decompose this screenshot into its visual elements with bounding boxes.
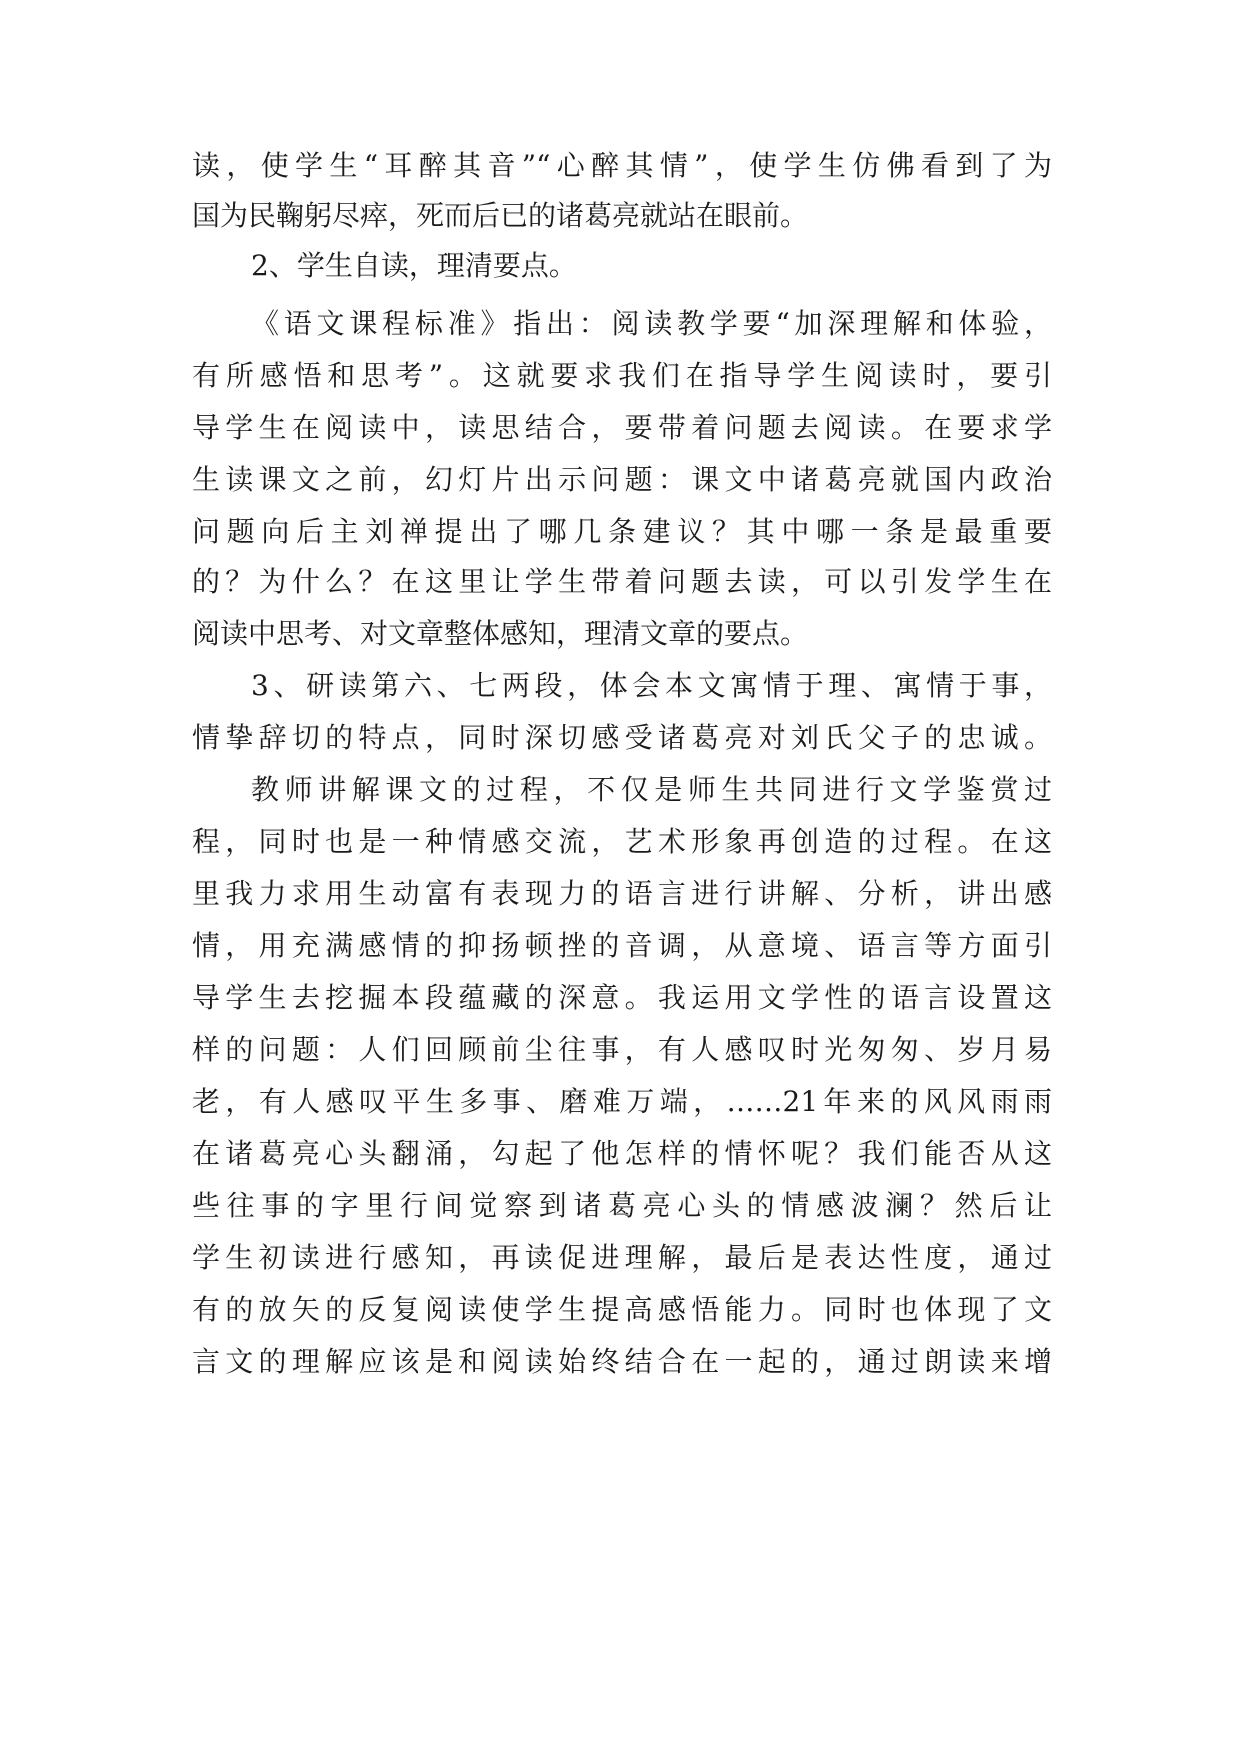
text-line: 《语文课程标准》指出：阅读教学要“加深理解和体验， bbox=[251, 307, 1052, 340]
text-line: 问题向后主刘禅提出了哪几条建议？其中哪一条是最重要 bbox=[192, 515, 1052, 548]
list-item-heading: 2、学生自读，理清要点。 bbox=[251, 249, 577, 282]
text-line: 的？为什么？在这里让学生带着问题去读，可以引发学生在 bbox=[192, 565, 1052, 598]
text-line: 学生初读进行感知，再读促进理解，最后是表达性度，通过 bbox=[192, 1241, 1052, 1274]
text-line: 程，同时也是一种情感交流，艺术形象再创造的过程。在这 bbox=[192, 825, 1052, 858]
text-line: 在诸葛亮心头翻涌，勾起了他怎样的情怀呢？我们能否从这 bbox=[192, 1137, 1052, 1170]
text-line: 老，有人感叹平生多事、磨难万端，……21年来的风风雨雨 bbox=[192, 1085, 1052, 1118]
list-item-heading: 3、研读第六、七两段，体会本文寓情于理、寓情于事， bbox=[251, 669, 1052, 702]
text-line: 生读课文之前，幻灯片出示问题：课文中诸葛亮就国内政治 bbox=[192, 463, 1052, 496]
text-line: 阅读中思考、对文章整体感知，理清文章的要点。 bbox=[192, 617, 809, 650]
text-line: 样的问题：人们回顾前尘往事，有人感叹时光匆匆、岁月易 bbox=[192, 1033, 1052, 1066]
text-line: 导学生去挖掘本段蕴藏的深意。我运用文学性的语言设置这 bbox=[192, 981, 1052, 1014]
text-line: 些往事的字里行间觉察到诸葛亮心头的情感波澜？然后让 bbox=[192, 1189, 1052, 1222]
text-line: 里我力求用生动富有表现力的语言进行讲解、分析，讲出感 bbox=[192, 877, 1052, 910]
text-line: 有的放矢的反复阅读使学生提高感悟能力。同时也体现了文 bbox=[192, 1293, 1052, 1326]
text-line: 国为民鞠躬尽瘁，死而后已的诸葛亮就站在眼前。 bbox=[192, 199, 809, 232]
text-line: 读，使学生“耳醉其音”“心醉其情”，使学生仿佛看到了为 bbox=[192, 149, 1052, 182]
text-line: 情，用充满感情的抑扬顿挫的音调，从意境、语言等方面引 bbox=[192, 929, 1052, 962]
text-line: 言文的理解应该是和阅读始终结合在一起的，通过朗读来增 bbox=[192, 1345, 1052, 1378]
text-line: 教师讲解课文的过程，不仅是师生共同进行文学鉴赏过 bbox=[251, 773, 1052, 806]
text-line: 情挚辞切的特点，同时深切感受诸葛亮对刘氏父子的忠诚。 bbox=[192, 721, 1052, 754]
text-line: 有所感悟和思考”。这就要求我们在指导学生阅读时，要引 bbox=[192, 359, 1052, 392]
text-line: 导学生在阅读中，读思结合，要带着问题去阅读。在要求学 bbox=[192, 411, 1052, 444]
